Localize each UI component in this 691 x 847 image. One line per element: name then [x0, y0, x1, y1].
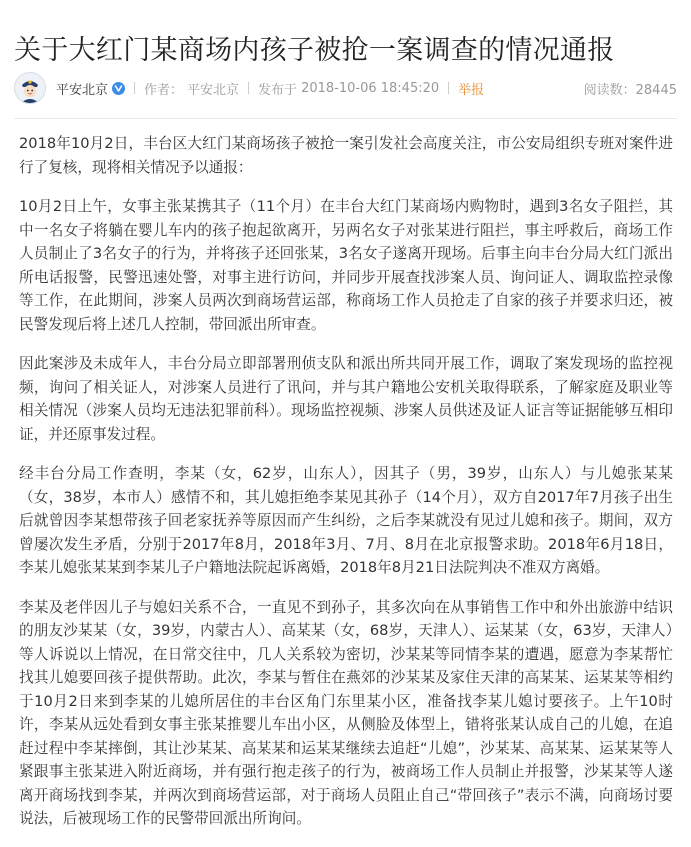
verified-v-icon	[112, 82, 125, 95]
published-time: 2018-10-06 18:45:20	[301, 80, 440, 96]
header-divider	[14, 118, 677, 119]
article-paragraph: 经丰台分局工作查明，李某（女，62岁，山东人），因其子（男，39岁，山东人）与儿媳张某某（女，38岁，本市人）感情不和，其儿媳拒绝李某见其孙子（14个月），双方自2017年7月孩子出生后就曾因李某想带孩子回老家抚养等原因而产生纠纷，之后李某就没有见过儿媳和孩子。期间，双方曾屡次发生矛盾，分别于2017年8月，2018年3月、7月、8月在北京报警求助。2018年6月18日，李某儿媳张某某到李某儿子户籍地法院起诉离婚，2018年8月21日法院判决不准双方离婚。	[19, 465, 673, 576]
published-label: 发布于	[258, 82, 298, 98]
report-link[interactable]: 举报	[458, 82, 485, 98]
article-paragraph: 因此案涉及未成年人，丰台分局立即部署刑侦支队和派出所共同开展工作，调取了案发现场的监控视频，询问了相关证人，对涉案人员进行了讯问，并与其户籍地公安机关取得联系，了解家庭及职业等相关情况（涉案人员均无违法犯罪前科）。现场监控视频、涉案人员供述及证人证言等证据能够互相印证，并还原事发过程。	[19, 355, 673, 443]
police-mascot-icon	[15, 73, 45, 103]
author-name[interactable]: 平安北京	[187, 82, 240, 98]
article-paragraph: 2018年10月2日，丰台区大红门某商场孩子被抢一案引发社会高度关注，市公安局组织专班对案件进行了复核，现将相关情况予以通报：	[19, 135, 673, 176]
author-avatar[interactable]	[14, 72, 46, 104]
author-account-name[interactable]: 平安北京	[56, 82, 109, 98]
read-count	[584, 79, 677, 98]
meta-divider	[134, 82, 135, 94]
article-paragraph: 10月2日上午，女事主张某携其子（11个月）在丰台大红门某商场内购物时，遇到3名女子阻拦，其中一名女子将躺在婴儿车内的孩子抱起欲离开，另两名女子对张某进行阻拦，事主呼救后，商场工作人员制止了3名女子的行为，并将孩子还回张某，3名女子遂离开现场。后事主向丰台分局大红门派出所电话报警，民警迅速处警，对事主进行访问，并同步开展查找涉案人员、询问证人、调取监控录像等工作，在此期间，涉案人员两次到商场营运部，称商场工作人员抢走了自家的孩子并要求归还，被民警发现后将上述几人控制，带回派出所审查。	[19, 198, 673, 333]
article-paragraph: 李某及老伴因儿子与媳妇关系不合，一直见不到孙子，其多次向在从事销售工作中和外出旅游中结识的朋友沙某某（女，39岁，内蒙古人）、高某某（女，68岁，天津人）、运某某（女，63岁，天津人）等人诉说以上情况，在日常交往中，几人关系较为密切，沙某某等同情李某的遭遇，愿意为李某帮忙找其儿媳要回孩子提供帮助。此次，李某与暂住在燕郊的沙某某及家住天津的高某某、运某某等相约于10月2日来到李某的儿媳所居住的丰台区角门东里某小区，准备找李某儿媳讨要孩子。上午10时许，李某从远处看到女事主张某推婴儿车出小区，从侧脸及体型上，错将张某认成自己的儿媳，在追赶过程中李某摔倒，其让沙某某、高某某和运某某继续去追赶“儿媳”，沙某某、高某某、运某某等人紧跟事主张某进入附近商场，并有强行抱走孩子的行为，被商场工作人员制止并报警，沙某某等人遂离开商场找到李某，并两次到商场营运部，对于商场人员阻止自己“带回孩子”表示不满，向商场讨要说法，后被现场工作的民警带回派出所询问。	[19, 598, 673, 827]
meta-divider	[448, 82, 449, 94]
meta-divider	[248, 82, 249, 94]
article-body	[19, 132, 673, 847]
article-title: 关于大红门某商场内孩子被抢一案调查的情况通报	[14, 35, 615, 67]
reads-label: 阅读数：	[583, 82, 636, 98]
author-label: 作者：	[144, 82, 184, 98]
reads-count: 28445	[635, 82, 677, 98]
article-meta	[14, 70, 677, 106]
